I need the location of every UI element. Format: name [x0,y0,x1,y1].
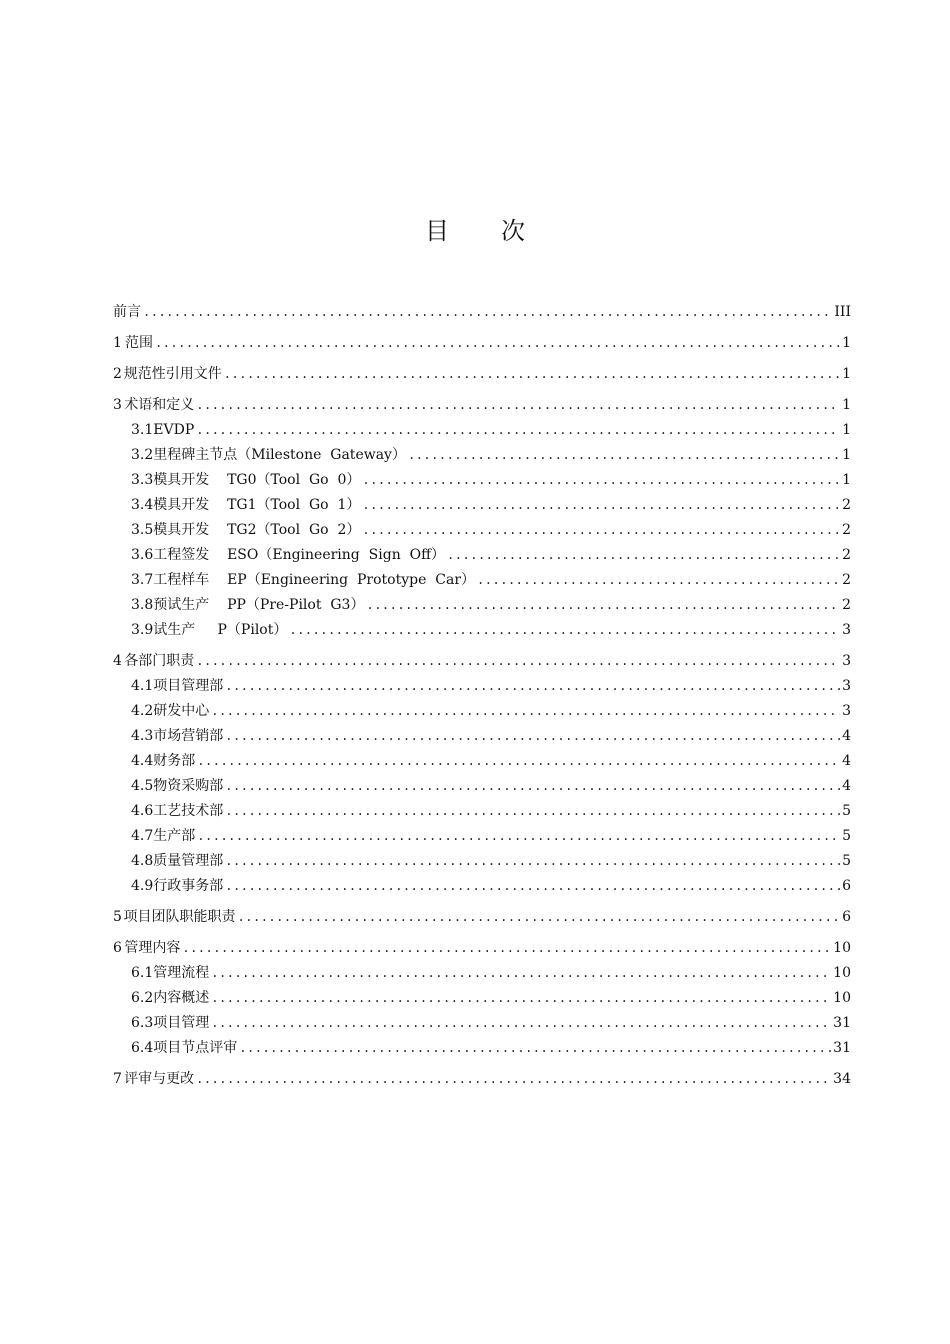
dot-leader [225,674,840,699]
toc-entry-number: 3.2 [131,447,154,463]
toc-entry[interactable] [113,905,851,930]
dot-leader [155,331,840,356]
toc-entry[interactable] [113,568,851,593]
toc-entry-number: 1 [113,335,122,351]
dot-leader [196,418,840,443]
toc-entry-page-number: 1 [842,335,851,351]
toc-entry-page-number: 34 [833,1071,851,1087]
toc-entry-label: 试生产 P（Pilot） [153,622,288,638]
toc-entry-label: 前言 [113,304,141,320]
toc-entry-page-number: 3 [842,678,851,694]
dot-leader [224,362,840,387]
table-of-contents [113,300,851,1092]
toc-entry-page-number: 2 [842,597,851,613]
toc-entry-page-number: 3 [842,653,851,669]
toc-entry-page-number: 1 [842,397,851,413]
toc-entry-label: 研发中心 [153,703,210,719]
toc-entry-page-number: 5 [842,828,851,844]
toc-entry-number: 3.7 [131,572,154,588]
toc-entry[interactable] [113,300,851,325]
dot-leader [211,986,831,1011]
toc-entry-label: 管理内容 [124,940,181,956]
toc-entry-page-number: 2 [842,522,851,538]
toc-entry[interactable] [113,1067,851,1092]
toc-entry-number: 3 [113,397,122,413]
toc-entry-number: 5 [113,909,122,925]
toc-entry-page-number: 5 [842,803,851,819]
toc-entry-label: 物资采购部 [153,778,224,794]
toc-entry[interactable] [113,749,851,774]
dot-leader [366,593,840,618]
toc-entry-number: 4 [113,653,122,669]
toc-entry-number: 2 [113,366,122,382]
toc-entry-number: 6.2 [131,990,154,1006]
dot-leader [447,543,840,568]
toc-entry-page-number: 10 [833,990,851,1006]
toc-entry-number: 4.1 [131,678,154,694]
toc-entry[interactable] [113,774,851,799]
toc-entry-page-number: 10 [833,965,851,981]
toc-entry-label: 里程碑主节点（Milestone Gateway） [153,447,406,463]
toc-entry-label: EVDP [153,422,195,438]
toc-entry-page-number: 1 [842,422,851,438]
toc-entry-page-number: 2 [842,547,851,563]
dot-leader [225,849,840,874]
dot-leader [197,749,840,774]
toc-entry-page-number: 4 [842,728,851,744]
toc-entry-label: 质量管理部 [153,853,224,869]
toc-entry-label: 术语和定义 [124,397,195,413]
toc-entry-label: 项目管理 [153,1015,210,1031]
toc-entry[interactable] [113,618,851,643]
dot-leader [196,649,840,674]
toc-entry-label: 项目节点评审 [153,1040,238,1056]
toc-entry-page-number: 4 [842,778,851,794]
toc-entry-label: 范围 [124,335,153,351]
toc-entry-page-number: 10 [833,940,851,956]
toc-entry-page-number: 31 [833,1015,851,1031]
toc-entry[interactable] [113,799,851,824]
toc-entry-number: 3.5 [131,522,154,538]
toc-entry-label: 工程样车 EP（Engineering Prototype Car） [153,572,476,588]
toc-entry-label: 市场营销部 [153,728,224,744]
toc-entry[interactable] [113,331,851,356]
toc-entry-label: 评审与更改 [124,1071,195,1087]
toc-entry-page-number: 4 [842,753,851,769]
dot-leader [197,824,840,849]
toc-entry-number: 4.6 [131,803,154,819]
toc-entry-page-number: III [834,304,851,320]
toc-entry[interactable] [113,362,851,387]
toc-entry[interactable] [113,936,851,961]
toc-entry-page-number: 1 [842,472,851,488]
toc-entry-number: 6.1 [131,965,154,981]
toc-entry-label: 项目管理部 [153,678,224,694]
dot-leader [225,799,840,824]
toc-entry-number: 6.4 [131,1040,154,1056]
toc-entry-page-number: 2 [842,497,851,513]
toc-entry-label: 预试生产 PP（Pre-Pilot G3） [153,597,365,613]
dot-leader [238,905,841,930]
toc-entry-number: 4.9 [131,878,154,894]
dot-leader [182,936,831,961]
toc-entry-label: 财务部 [153,753,196,769]
toc-entry[interactable] [113,418,851,443]
toc-entry[interactable] [113,961,851,986]
toc-entry-page-number: 1 [842,447,851,463]
toc-entry-page-number: 1 [842,366,851,382]
toc-entry-page-number: 31 [833,1040,851,1056]
toc-entry-label: 内容概述 [153,990,210,1006]
toc-entry-label: 各部门职责 [124,653,195,669]
toc-entry-label: 模具开发 TG2（Tool Go 2） [153,522,361,538]
toc-entry-number: 4.3 [131,728,154,744]
dot-leader [211,699,840,724]
toc-entry[interactable] [113,593,851,618]
toc-entry-label: 项目团队职能职责 [123,909,236,925]
toc-entry-label: 工程签发 ESO（Engineering Sign Off） [153,547,446,563]
dot-leader [225,724,840,749]
toc-title [0,211,950,246]
dot-leader [211,961,831,986]
toc-entry-page-number: 3 [842,622,851,638]
toc-entry[interactable] [113,649,851,674]
toc-entry-number: 3.4 [131,497,154,513]
toc-entry-number: 4.4 [131,753,154,769]
toc-entry-number: 3.1 [131,422,154,438]
dot-leader [225,774,840,799]
toc-entry[interactable] [113,393,851,418]
dot-leader [225,874,840,899]
toc-entry-page-number: 3 [842,703,851,719]
toc-entry-label: 工艺技术部 [153,803,224,819]
toc-entry[interactable] [113,699,851,724]
toc-entry-label: 模具开发 TG0（Tool Go 0） [153,472,361,488]
toc-entry-label: 生产部 [153,828,196,844]
dot-leader [196,1067,831,1092]
dot-leader [477,568,840,593]
dot-leader [362,468,840,493]
toc-entry-page-number: 2 [842,572,851,588]
toc-entry[interactable] [113,1036,851,1061]
toc-entry-number: 3.3 [131,472,154,488]
toc-entry[interactable] [113,1011,851,1036]
dot-leader [362,518,840,543]
dot-leader [143,300,832,325]
toc-entry-label: 规范性引用文件 [123,366,222,382]
toc-entry-number: 3.8 [131,597,154,613]
toc-entry-number: 6.3 [131,1015,154,1031]
toc-entry[interactable] [113,443,851,468]
toc-entry[interactable] [113,518,851,543]
toc-entry-page-number: 6 [842,909,851,925]
toc-entry[interactable] [113,849,851,874]
toc-entry-number: 6 [113,940,122,956]
toc-entry-label: 行政事务部 [153,878,224,894]
toc-title-char-2: 次 [501,217,525,245]
toc-entry[interactable] [113,493,851,518]
toc-title-char-1: 目 [425,217,449,245]
toc-entry-number: 7 [113,1071,122,1087]
dot-leader [408,443,840,468]
toc-entry[interactable] [113,468,851,493]
dot-leader [196,393,840,418]
toc-entry-number: 4.2 [131,703,154,719]
toc-entry-page-number: 5 [842,853,851,869]
toc-entry-number: 4.7 [131,828,154,844]
dot-leader [289,618,840,643]
toc-entry[interactable] [113,986,851,1011]
toc-entry-label: 模具开发 TG1（Tool Go 1） [153,497,361,513]
toc-entry-number: 3.9 [131,622,154,638]
toc-entry-page-number: 6 [842,878,851,894]
toc-entry[interactable] [113,724,851,749]
dot-leader [239,1036,831,1061]
toc-entry-number: 4.5 [131,778,154,794]
toc-entry[interactable] [113,674,851,699]
toc-entry[interactable] [113,824,851,849]
toc-entry-label: 管理流程 [153,965,210,981]
toc-entry[interactable] [113,874,851,899]
toc-entry-number: 4.8 [131,853,154,869]
toc-entry-number: 3.6 [131,547,154,563]
dot-leader [211,1011,831,1036]
dot-leader [362,493,840,518]
toc-entry[interactable] [113,543,851,568]
